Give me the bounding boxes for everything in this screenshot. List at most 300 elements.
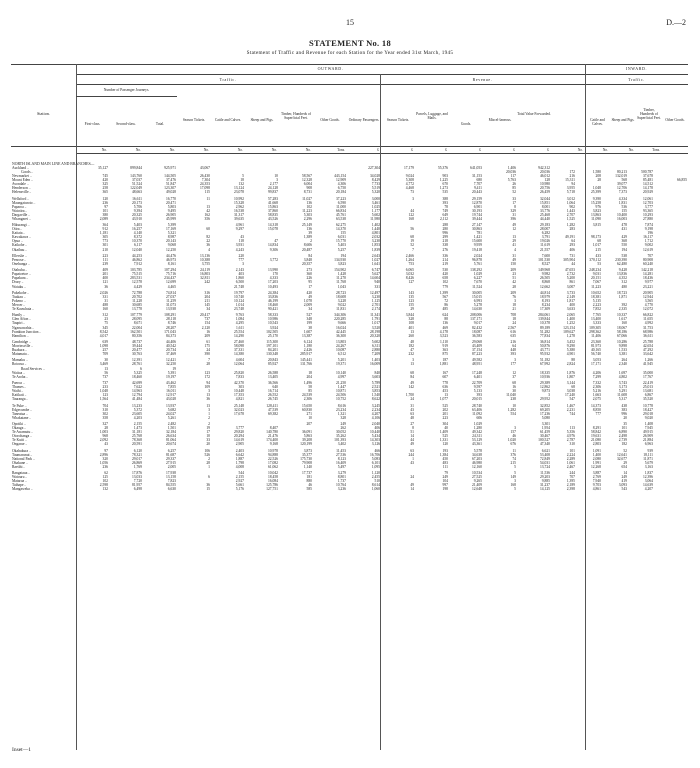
table-cell: 29,389: [539, 380, 550, 385]
table-cell: 5,257: [337, 247, 346, 252]
table-cell: 8,614: [371, 483, 380, 488]
table-cell: 58,098: [233, 344, 244, 348]
table-cell: 17: [512, 200, 516, 205]
table-cell: 2: [208, 421, 210, 426]
table-cell: 10,440: [369, 430, 380, 435]
table-cell: 8,542: [99, 329, 108, 334]
table-cell: 47,340: [539, 442, 550, 447]
table-cell: 142,218: [641, 268, 653, 273]
table-cell: 109,305: [589, 325, 601, 330]
table-cell: 1,017: [592, 243, 601, 248]
table-cell: 19: [172, 366, 176, 371]
table-cell: 9,198: [644, 227, 653, 232]
table-cell: 20,477: [131, 348, 142, 353]
table-cell: 97: [104, 448, 108, 453]
table-cell: 9,495: [167, 208, 176, 213]
station-name: Ngaruawahia ..: [12, 325, 35, 330]
table-cell: 3,853: [371, 389, 380, 394]
table-cell: 393: [476, 393, 482, 398]
table-cell: 5,391: [167, 370, 176, 375]
table-cell: 13,681: [642, 389, 653, 394]
table-cell: 298,362: [589, 329, 601, 334]
table-cell: 2,005: [167, 464, 176, 469]
table-cell: 11,871: [643, 456, 653, 461]
table-cell: 11,768: [336, 280, 346, 285]
table-cell: 7: [412, 247, 414, 252]
table-cell: 10,124: [233, 298, 244, 303]
table-cell: 3,633: [566, 307, 575, 312]
table-cell: 6: [140, 366, 142, 371]
table-cell: 19: [206, 426, 210, 431]
table-cell: 46: [308, 483, 312, 488]
table-cell: 5,372: [133, 407, 142, 412]
table-cell: 3,755: [201, 261, 210, 266]
table-cell: 5,356: [566, 430, 575, 435]
table-cell: 56: [410, 227, 414, 232]
table-cell: 196: [647, 231, 653, 236]
table-cell: 1,839: [371, 247, 380, 252]
table-cell: 10,400: [616, 212, 627, 217]
table-cell: 27,536: [335, 452, 346, 457]
table-cell: 2,189: [566, 483, 575, 488]
unit-label: No.: [271, 148, 277, 152]
table-cell: 707: [569, 475, 575, 480]
miscellaneous-heading: Miscel-laneous.: [488, 118, 512, 122]
table-cell: 7,600: [541, 253, 550, 258]
table-cell: 31: [512, 253, 516, 258]
table-cell: 145,441: [300, 358, 312, 363]
table-cell: 20,929: [642, 190, 653, 195]
table-cell: 18,460: [267, 302, 278, 307]
table-cell: 18,458: [267, 475, 278, 480]
table-cell: 13: [206, 204, 210, 209]
table-cell: 53,129: [471, 438, 482, 443]
table-cell: 28,207: [165, 325, 176, 330]
table-cell: 95,932: [539, 352, 550, 357]
table-cell: 56: [104, 370, 108, 375]
table-cell: 1,061: [566, 460, 575, 465]
table-cell: 29,068: [471, 339, 482, 344]
table-cell: 431: [621, 227, 627, 232]
station-name: Helensville ..: [12, 190, 32, 195]
table-cell: 140,780: [266, 430, 278, 435]
table-cell: 3,301: [541, 421, 550, 426]
table-cell: 101,530: [538, 257, 550, 262]
table-cell: 4,008: [235, 464, 244, 469]
table-cell: 17: [308, 284, 312, 289]
table-cell: 67,066: [616, 333, 627, 338]
table-cell: 8: [412, 426, 414, 431]
table-cell: 2,824: [566, 362, 575, 367]
table-cell: 8,291: [592, 426, 601, 431]
table-cell: 293: [569, 243, 575, 248]
table-cell: 19,631: [590, 434, 601, 439]
table-cell: 299: [442, 235, 448, 240]
table-cell: 103,785: [130, 268, 142, 273]
station-name: Waiouru ..: [12, 475, 28, 480]
table-cell: 1,564: [99, 397, 108, 402]
table-cell: 1,831: [618, 200, 627, 205]
table-cell: 155: [340, 231, 346, 236]
table-cell: 2,643: [371, 253, 380, 258]
table-cell: 39,208: [301, 438, 312, 443]
table-cell: 49: [308, 294, 312, 299]
table-cell: 1,280: [473, 426, 482, 431]
table-cell: 89,189: [539, 325, 550, 330]
table-cell: 171,043: [164, 329, 176, 334]
table-cell: 329: [510, 208, 516, 213]
table-cell: 480: [621, 284, 627, 289]
table-cell: 40,542: [165, 344, 176, 348]
table-cell: 7,373: [618, 190, 627, 195]
table-cell: 902: [569, 204, 575, 209]
table-cell: 20,320: [369, 333, 380, 338]
table-cell: 345: [102, 325, 108, 330]
table-cell: 44,440: [539, 216, 550, 221]
table-cell: 121: [102, 280, 108, 285]
table-cell: 34,028: [369, 174, 380, 179]
table-cell: 28,740: [471, 403, 482, 408]
table-cell: 544: [238, 471, 244, 476]
table-cell: 305: [102, 235, 108, 240]
table-cell: 76: [512, 294, 516, 299]
table-cell: 23,078: [233, 190, 244, 195]
table-cell: 1,098: [99, 344, 108, 348]
table-cell: 13,863: [590, 212, 601, 217]
table-cell: 123: [204, 370, 210, 375]
table-cell: 283,531: [130, 276, 142, 281]
station-name: Penrose ..: [12, 257, 27, 262]
statement-table: [11, 162, 688, 491]
table-cell: 10,286: [616, 339, 627, 344]
table-cell: 328: [408, 317, 414, 322]
table-cell: 6,004: [303, 182, 312, 187]
table-cell: 3,603: [371, 374, 380, 379]
table-cell: 80,356: [131, 333, 142, 338]
table-cell: 3,007: [566, 284, 575, 289]
table-cell: 976: [595, 204, 601, 209]
table-cell: 36: [206, 397, 210, 402]
table-cell: 17,938: [165, 471, 176, 476]
table-cell: 28: [206, 362, 210, 367]
table-cell: 51,847: [165, 182, 176, 187]
table-cell: 749: [442, 208, 448, 213]
unit-label: No.: [628, 148, 634, 152]
table-cell: 162,501: [130, 329, 142, 334]
table-cell: 635: [510, 333, 516, 338]
table-cell: 63,538: [335, 216, 346, 221]
table-cell: 51,282: [539, 329, 550, 334]
table-cell: 23,605: [131, 411, 142, 416]
station-name: Hamilton ..: [12, 333, 29, 338]
table-cell: 150: [510, 261, 516, 266]
table-cell: 4: [208, 247, 210, 252]
table-cell: 9,020: [644, 415, 653, 420]
unit-label: No.: [577, 148, 583, 152]
table-cell: 388: [442, 196, 448, 201]
table-cell: 7,622: [133, 385, 142, 390]
table-cell: 41,668: [267, 200, 278, 205]
table-cell: 115,300: [266, 339, 278, 344]
table-cell: 9,168: [269, 442, 278, 447]
table-cell: 10,388: [199, 257, 210, 262]
table-cell: 708: [510, 313, 516, 318]
table-cell: 101: [621, 426, 627, 431]
table-cell: 49: [512, 257, 516, 262]
passenger-journeys-heading: Number of Passenger Journeys.: [103, 88, 150, 92]
table-cell: 18: [512, 317, 516, 322]
table-cell: 214: [442, 257, 448, 262]
table-cell: 177: [510, 362, 516, 367]
table-cell: 1,769: [133, 464, 142, 469]
table-cell: 68: [410, 370, 414, 375]
table-cell: 160: [621, 321, 627, 326]
table-cell: 60: [206, 227, 210, 232]
table-cell: 4,992: [644, 321, 653, 326]
table-cell: 101: [569, 448, 575, 453]
table-cell: 35,262: [335, 434, 346, 439]
table-cell: 12,040: [131, 247, 142, 252]
table-cell: 109: [204, 385, 210, 390]
table-cell: 48: [410, 415, 414, 420]
table-cell: 12,072: [642, 307, 653, 312]
table-cell: 2: [310, 239, 312, 244]
table-cell: 28: [512, 284, 516, 289]
table-cell: 1,817: [566, 298, 575, 303]
table-cell: 12,870: [471, 200, 482, 205]
table-cell: 24,384: [267, 290, 278, 295]
table-cell: 4,901: [566, 352, 575, 357]
table-cell: 1,991: [592, 460, 601, 465]
table-cell: 7,720: [133, 479, 142, 484]
table-cell: 8,407: [269, 426, 278, 431]
table-cell: 2,927: [235, 479, 244, 484]
table-cell: 20,471: [165, 200, 176, 205]
table-cell: 27,147: [471, 223, 482, 228]
table-cell: 390: [204, 352, 210, 357]
table-cell: 113: [569, 426, 575, 431]
table-cell: 14: [410, 487, 414, 492]
table-cell: 5,380: [566, 348, 575, 353]
table-cell: 220: [238, 253, 244, 258]
table-cell: 6,890: [618, 430, 627, 435]
table-cell: 420: [102, 178, 108, 183]
table-cell: 62,480: [616, 261, 627, 266]
table-cell: 2,112: [439, 216, 448, 221]
table-cell: 84: [308, 253, 312, 258]
table-cell: 20,734: [165, 348, 176, 353]
table-cell: 32,184: [165, 430, 176, 435]
table-cell: 2,075: [592, 397, 601, 402]
sheep-heading: Sheep and Pigs.: [250, 118, 274, 122]
table-cell: 30,193: [471, 208, 482, 213]
table-cell: 14,281: [642, 272, 653, 277]
table-cell: 18,427: [642, 407, 653, 412]
table-cell: 35: [623, 421, 627, 426]
station-name: Mataroa ..: [12, 479, 27, 484]
table-cell: 28: [206, 460, 210, 465]
table-cell: 3,333: [592, 321, 601, 326]
table-cell: 331: [374, 284, 380, 289]
table-cell: 219: [442, 261, 448, 266]
table-cell: 6,257: [167, 448, 176, 453]
table-cell: 27,880: [642, 216, 653, 221]
station-name: Taupiri ..: [12, 321, 26, 326]
table-cell: 3,452: [566, 339, 575, 344]
station-name: Edgecumbe ..: [12, 407, 32, 412]
table-cell: 8,527: [541, 261, 550, 266]
table-cell: 316: [204, 290, 210, 295]
table-cell: 3,279: [337, 471, 346, 476]
station-name: Raetihi ..: [12, 464, 26, 469]
table-cell: 49,342: [471, 430, 482, 435]
table-cell: 526: [204, 452, 210, 457]
table-cell: 5: [514, 487, 516, 492]
table-cell: 12,862: [539, 385, 550, 390]
table-cell: 9,024: [405, 174, 414, 179]
table-cell: 3,000: [371, 196, 380, 201]
table-cell: 39,444: [131, 344, 142, 348]
table-cell: 107,294: [164, 268, 176, 273]
table-cell: 58,835: [267, 212, 278, 217]
table-cell: 21,409: [471, 483, 482, 488]
table-cell: 284,061: [538, 313, 550, 318]
table-cell: 624: [442, 313, 448, 318]
station-name: Onehunga ..: [12, 261, 30, 266]
table-cell: 193: [442, 448, 448, 453]
station-name: Paparoa ..: [12, 204, 27, 209]
table-cell: 60,240: [642, 261, 653, 266]
table-cell: 26,459: [539, 190, 550, 195]
table-cell: 20,702: [131, 294, 142, 299]
table-cell: 15,770: [335, 239, 346, 244]
table-cell: 3,012: [566, 196, 575, 201]
table-cell: 63,406: [471, 407, 482, 412]
table-cell: 1,860: [235, 276, 244, 281]
table-cell: 95: [308, 280, 312, 285]
table-cell: 305,904: [563, 257, 575, 262]
station-name: Te Puke ..: [12, 403, 27, 408]
station-name: Rangataua ..: [12, 471, 31, 476]
table-cell: 23,360: [590, 339, 601, 344]
table-cell: 4,140: [133, 231, 142, 236]
table-cell: 5,497: [337, 464, 346, 469]
table-cell: 47,292: [642, 348, 653, 353]
table-cell: 4,861: [592, 487, 601, 492]
table-cell: 41,484: [131, 397, 142, 402]
table-cell: 37: [512, 374, 516, 379]
table-cell: 7: [208, 358, 210, 363]
table-cell: 1,078: [303, 298, 312, 303]
table-cell: 154,902: [334, 268, 346, 273]
station-name: Te Kauwhata ..: [12, 307, 34, 312]
table-cell: 23,748: [233, 307, 244, 312]
table-cell: 6,124: [303, 339, 312, 344]
table-cell: 197,101: [266, 344, 278, 348]
table-cell: 1,791: [371, 317, 380, 322]
table-cell: 47: [410, 348, 414, 353]
table-cell: 26,552: [267, 393, 278, 398]
table-cell: 469: [442, 325, 448, 330]
table-cell: 7,765: [592, 313, 601, 318]
table-cell: 27,915: [165, 460, 176, 465]
table-cell: 654: [621, 464, 627, 469]
table-cell: 58,567: [301, 174, 312, 179]
table-cell: 554: [510, 411, 516, 416]
table-cell: 122: [408, 212, 414, 217]
table-cell: 30,005: [471, 290, 482, 295]
table-cell: 111: [102, 257, 108, 262]
table-cell: 6,065: [405, 268, 414, 273]
table-cell: 8,426: [405, 276, 414, 281]
table-cell: 3,163: [644, 464, 653, 469]
table-cell: 6,282: [541, 231, 550, 236]
table-cell: 14,125: [539, 487, 550, 492]
table-cell: 14,380: [233, 352, 244, 357]
table-cell: 36,300: [335, 333, 346, 338]
table-cell: 20,443: [471, 190, 482, 195]
station-name: Road Services ..: [21, 366, 45, 371]
table-cell: 216: [569, 174, 575, 179]
table-cell: 2,009: [303, 302, 312, 307]
table-cell: 11,831: [336, 307, 346, 312]
station-heading: Station.: [37, 111, 50, 116]
table-cell: 4,203: [133, 415, 142, 420]
table-cell: 43,067: [199, 166, 210, 171]
table-cell: 11,524: [472, 284, 482, 289]
table-cell: 36,814: [539, 339, 550, 344]
table-cell: 236: [102, 464, 108, 469]
table-cell: 2,223: [592, 302, 601, 307]
table-cell: 2,155: [133, 421, 142, 426]
table-cell: 16,024: [335, 325, 346, 330]
table-cell: 3,791: [541, 235, 550, 240]
table-cell: 14: [410, 434, 414, 439]
table-cell: 11,980: [370, 216, 380, 221]
table-cell: 10,752: [335, 397, 346, 402]
station-name: Otahuhu ..: [12, 268, 28, 273]
table-cell: 75,716: [165, 272, 176, 277]
table-cell: 3: [514, 358, 516, 363]
table-cell: 49: [410, 380, 414, 385]
table-cell: 42,445: [335, 329, 346, 334]
table-cell: 11,608: [617, 393, 627, 398]
table-cell: 223: [442, 415, 448, 420]
table-cell: 30: [104, 358, 108, 363]
table-cell: 11: [512, 448, 516, 453]
table-cell: 1,025: [371, 204, 380, 209]
table-cell: 208: [595, 174, 601, 179]
table-cell: 1,140: [303, 464, 312, 469]
table-cell: 9,977: [644, 280, 653, 285]
table-cell: 11,092: [472, 411, 482, 416]
table-cell: 8,850: [592, 407, 601, 412]
table-cell: 2,089: [99, 216, 108, 221]
table-cell: 38: [308, 325, 312, 330]
table-cell: 68: [597, 239, 601, 244]
table-cell: 14,318: [267, 223, 278, 228]
table-cell: 2,787: [566, 438, 575, 443]
table-cell: 3: [208, 407, 210, 412]
table-cell: 14,963: [131, 389, 142, 394]
table-cell: 8,671: [133, 321, 142, 326]
table-cell: 9,597: [473, 385, 482, 390]
table-cell: 24,506: [335, 393, 346, 398]
table-cell: 912: [102, 227, 108, 232]
table-cell: 20,843: [267, 358, 278, 363]
table-cell: 94: [571, 182, 575, 187]
table-cell: 61: [206, 339, 210, 344]
